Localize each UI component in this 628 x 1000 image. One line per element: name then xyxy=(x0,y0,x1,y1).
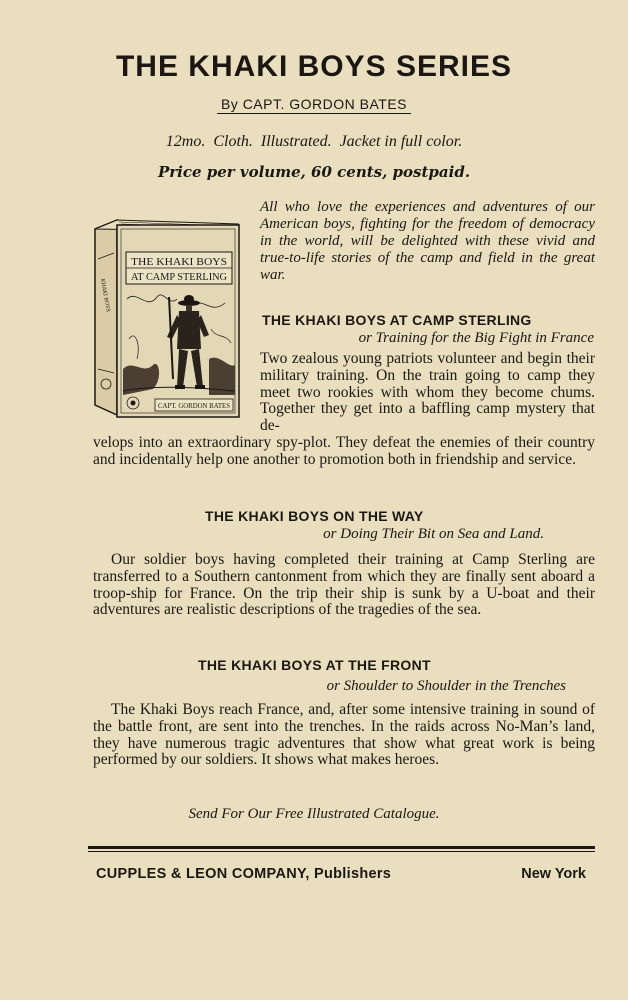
publisher-city: New York xyxy=(521,866,586,882)
format-line: 12mo. Cloth. Illustrated. Jacket in full color. xyxy=(165,133,463,150)
series-title: THE KHAKI BOYS SERIES xyxy=(115,50,513,83)
svg-text:THE KHAKI BOYS: THE KHAKI BOYS xyxy=(131,257,227,268)
author-name: By CAPT. GORDON BATES xyxy=(217,96,411,114)
book-1-description-full: velops into an extraordinary spy-plot. They defeat the enemies of their country and incidentally help one another to promotion both in friendship and service. xyxy=(93,434,595,468)
book-1-description-wrapped xyxy=(260,351,595,435)
book-1-subtitle: or Training for the Big Fight in France xyxy=(358,330,594,346)
footer-rule-thick xyxy=(88,846,595,849)
author-line xyxy=(0,96,628,112)
publisher-name: CUPPLES & LEON COMPANY, Publishers xyxy=(96,866,392,882)
footer-rule-thin xyxy=(88,851,595,852)
book-2-desc-text: Our soldier boys having completed their training at Camp Sterling are transferred to a Southern cantonment from which they are finally sent aboard a troop-ship for France. On the trip their ship is sunk by a U-boat and their adventures are realistic descriptions of the tragedies of the sea. xyxy=(93,551,595,619)
svg-text:KHAKI BOYS: KHAKI BOYS xyxy=(99,278,111,313)
book-cover-image xyxy=(93,219,243,419)
book-1-title: THE KHAKI BOYS AT CAMP STERLING xyxy=(262,312,532,328)
price-line: Price per volume, 60 cents, postpaid. xyxy=(157,163,471,181)
catalogue-line: Send For Our Free Illustrated Catalogue. xyxy=(188,806,440,822)
book-2-description xyxy=(93,552,595,619)
book-1-desc-wrapped-text: Two zealous young patriots volunteer and begin their military training. On the train going to camp they meet two rookies with whom they become chums. Together they get into a baffling camp mystery that de- xyxy=(260,350,595,435)
book-3-title: THE KHAKI BOYS AT THE FRONT xyxy=(198,657,431,673)
book-2-subtitle: or Doing Their Bit on Sea and Land. xyxy=(323,526,544,542)
book-2-title: THE KHAKI BOYS ON THE WAY xyxy=(205,508,424,524)
svg-text:CAPT. GORDON BATES: CAPT. GORDON BATES xyxy=(158,402,231,410)
svg-text:AT CAMP STERLING: AT CAMP STERLING xyxy=(131,272,227,283)
book-3-description xyxy=(93,702,595,769)
book-3-subtitle: or Shoulder to Shoulder in the Trenches xyxy=(326,678,566,694)
book-cover-illustration xyxy=(93,219,243,419)
intro-paragraph: All who love the experiences and adventures of our American boys, fighting for the freedom of democracy in the world, will be delighted with these vivid and true-to-life stories of the camp and field in the great war. xyxy=(260,199,595,283)
book-3-desc-text: The Khaki Boys reach France, and, after some intensive training in sound of the battle front, are sent into the trenches. In the raids across No-Man’s land, they have numerous tragic adventures that show what great work is being performed by our soldiers. It shows what makes heroes. xyxy=(93,701,595,769)
